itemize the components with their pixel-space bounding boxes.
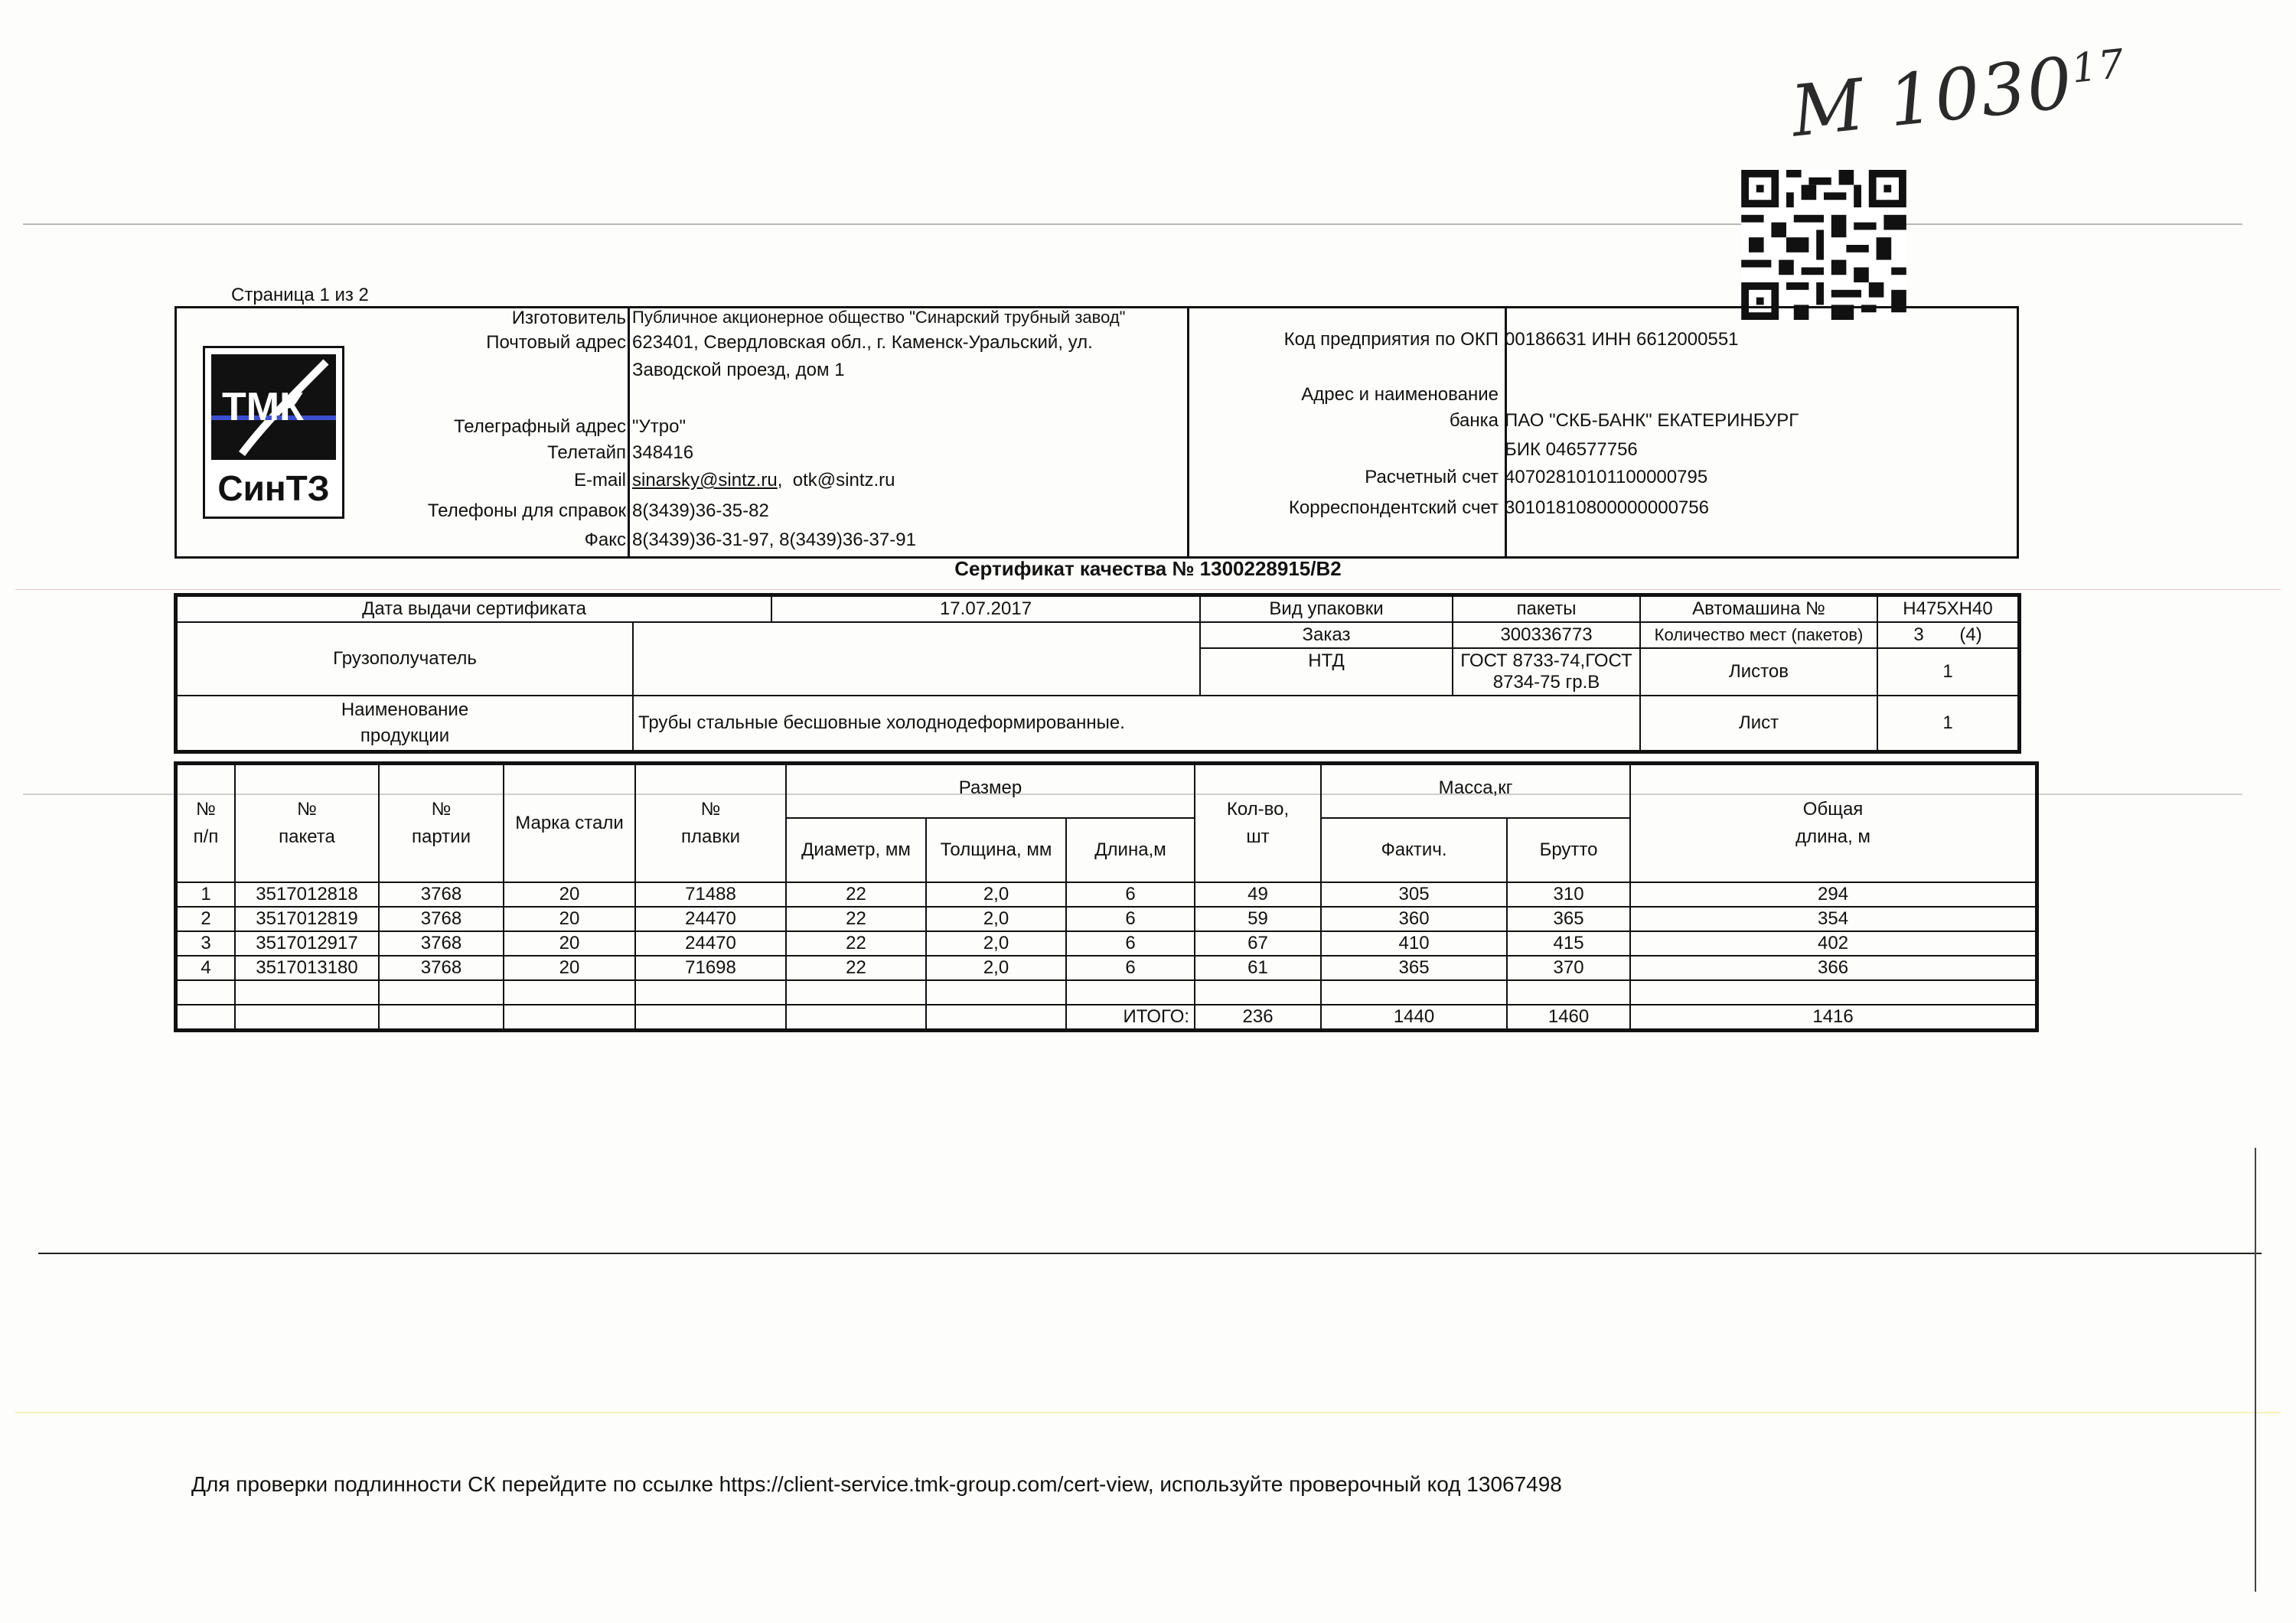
handwritten-note: М 1030$^{17}$ xyxy=(1787,41,2128,153)
label-phones: Телефоны для справок xyxy=(427,500,626,521)
cell-gross-mass: 310 xyxy=(1507,882,1630,907)
sheets-label: Листов xyxy=(1640,648,1877,696)
postal-value-line1: 623401, Свердловская обл., г. Каменск-Уральский, ул. xyxy=(632,332,1093,353)
company-logo xyxy=(203,346,344,519)
cell-quantity: 49 xyxy=(1195,882,1321,907)
table-row xyxy=(177,907,2036,931)
cell-num: 4 xyxy=(177,956,235,980)
header-batch: № партии xyxy=(379,764,504,882)
header-actual-mass: Фактич. xyxy=(1321,818,1507,882)
cell-length: 6 xyxy=(1066,882,1195,907)
consignee-value xyxy=(633,622,1200,696)
cell-total-length: 402 xyxy=(1630,931,2036,956)
truck-value: Н475ХН40 xyxy=(1877,596,2018,622)
label-email: E-mail xyxy=(573,470,626,490)
total-actual-mass: 1440 xyxy=(1321,1005,1507,1029)
cell-diameter: 22 xyxy=(786,907,926,931)
cell-batch: 3768 xyxy=(379,907,504,931)
cell-quantity: 61 xyxy=(1195,956,1321,980)
email-link-sinarsky[interactable]: sinarsky@sintz.ru xyxy=(632,470,778,490)
cell-package: 3517013180 xyxy=(235,956,379,980)
product-value: Трубы стальные бесшовные холоднодеформированные. xyxy=(633,696,1640,751)
order-value: 300336773 xyxy=(1453,622,1640,648)
cell-batch: 3768 xyxy=(379,956,504,980)
scan-artifact-line xyxy=(23,223,2242,225)
header-diameter: Диаметр, мм xyxy=(786,818,926,882)
label-fax: Факс xyxy=(584,530,626,550)
cell-package: 3517012917 xyxy=(235,931,379,956)
bank-name-value: ПАО "СКБ-БАНК" ЕКАТЕРИНБУРГ xyxy=(1505,410,1799,431)
places-value: 3 (4) xyxy=(1877,622,2018,648)
total-gross-mass: 1460 xyxy=(1507,1005,1630,1029)
order-label: Заказ xyxy=(1200,622,1453,648)
packing-label: Вид упаковки xyxy=(1200,596,1453,622)
fax-value: 8(3439)36-31-97, 8(3439)36-37-91 xyxy=(632,530,916,550)
cell-num: 1 xyxy=(177,882,235,907)
scan-artifact-line xyxy=(15,589,2281,590)
corr-account-value: 30101810800000000756 xyxy=(1505,497,1709,518)
cell-package: 3517012819 xyxy=(235,907,379,931)
label-okp: Код предприятия по ОКП xyxy=(1283,329,1499,350)
cell-melt: 71698 xyxy=(635,956,786,980)
cell-length: 6 xyxy=(1066,931,1195,956)
cell-melt: 71488 xyxy=(635,882,786,907)
cell-length: 6 xyxy=(1066,956,1195,980)
cell-thickness: 2,0 xyxy=(926,882,1066,907)
svg-text:ТМК: ТМК xyxy=(222,385,304,429)
total-quantity: 236 xyxy=(1195,1005,1321,1029)
cell-gross-mass: 370 xyxy=(1507,956,1630,980)
header-melt: № плавки xyxy=(635,764,786,882)
cell-steel: 20 xyxy=(504,907,635,931)
header-total-length: Общая длина, м xyxy=(1630,764,2036,882)
cell-quantity: 59 xyxy=(1195,907,1321,931)
total-length: 1416 xyxy=(1630,1005,2036,1029)
cell-actual-mass: 365 xyxy=(1321,956,1507,980)
label-maker: Изготовитель xyxy=(511,308,626,328)
cell-num: 3 xyxy=(177,931,235,956)
cell-thickness: 2,0 xyxy=(926,907,1066,931)
label-telegraph: Телеграфный адрес xyxy=(453,416,626,437)
table-row xyxy=(177,956,2036,980)
packing-value: пакеты xyxy=(1453,596,1640,622)
cell-batch: 3768 xyxy=(379,882,504,907)
places-label: Количество мест (пакетов) xyxy=(1640,622,1877,648)
header-mass: Масса,кг xyxy=(1321,764,1630,818)
issue-date-value: 17.07.2017 xyxy=(771,596,1200,622)
cell-total-length: 354 xyxy=(1630,907,2036,931)
certificate-info-table xyxy=(176,595,2019,751)
ntd-label: НТД xyxy=(1200,648,1453,696)
cell-total-length: 366 xyxy=(1630,956,2036,980)
label-account: Расчетный счет xyxy=(1365,467,1499,487)
email-separator: , xyxy=(777,470,783,490)
cell-total-length: 294 xyxy=(1630,882,2036,907)
issue-date-label: Дата выдачи сертификата xyxy=(177,596,771,622)
cell-melt: 24470 xyxy=(635,931,786,956)
maker-value: Публичное акционерное общество "Синарский трубный завод" xyxy=(632,308,1126,327)
product-label: Наименование продукции xyxy=(177,696,633,751)
cell-actual-mass: 360 xyxy=(1321,907,1507,931)
label-corr-account: Корреспондентский счет xyxy=(1288,497,1499,518)
cell-quantity: 67 xyxy=(1195,931,1321,956)
total-label: ИТОГО: xyxy=(1066,1005,1195,1029)
table-row-total xyxy=(177,1005,2036,1029)
cell-steel: 20 xyxy=(504,882,635,907)
certificate-title: Сертификат качества № 1300228915/B2 xyxy=(954,557,1342,580)
cell-actual-mass: 410 xyxy=(1321,931,1507,956)
cell-melt: 24470 xyxy=(635,907,786,931)
table-row xyxy=(177,931,2036,956)
cell-gross-mass: 415 xyxy=(1507,931,1630,956)
ntd-value: ГОСТ 8733-74,ГОСТ 8734-75 гр.В xyxy=(1453,648,1640,696)
divider-line xyxy=(38,1253,2262,1254)
truck-label: Автомашина № xyxy=(1640,596,1877,622)
header-steel-grade: Марка стали xyxy=(504,764,635,882)
logo-text: СинТЗ xyxy=(217,468,330,508)
account-value: 40702810101100000795 xyxy=(1505,467,1708,487)
cell-length: 6 xyxy=(1066,907,1195,931)
scan-edge xyxy=(2255,1148,2256,1592)
header-quantity: Кол-во, шт xyxy=(1195,764,1321,882)
pipes-table xyxy=(176,764,2037,1030)
page-label: Страница 1 из 2 xyxy=(231,285,369,305)
bik-value: БИК 046577756 xyxy=(1505,439,1638,460)
header-size: Размер xyxy=(786,764,1195,818)
table-row xyxy=(177,882,2036,907)
table-row-empty xyxy=(177,980,2036,1005)
cell-steel: 20 xyxy=(504,956,635,980)
teletype-value: 348416 xyxy=(632,442,694,463)
label-bank-addr-line2: банка xyxy=(1449,410,1499,431)
header-gross-mass: Брутто xyxy=(1507,818,1630,882)
sheets-value: 1 xyxy=(1877,648,2018,696)
tmk-logo-mark-icon xyxy=(211,354,336,460)
cell-batch: 3768 xyxy=(379,931,504,956)
label-postal: Почтовый адрес xyxy=(486,332,626,353)
header-package: № пакета xyxy=(235,764,379,882)
consignee-label: Грузополучатель xyxy=(177,622,633,696)
cell-diameter: 22 xyxy=(786,931,926,956)
postal-value-line2: Заводской проезд, дом 1 xyxy=(632,360,845,380)
sheet-label: Лист xyxy=(1640,696,1877,751)
cell-thickness: 2,0 xyxy=(926,956,1066,980)
sheet-value: 1 xyxy=(1877,696,2018,751)
header-length: Длина,м xyxy=(1066,818,1195,882)
cell-actual-mass: 305 xyxy=(1321,882,1507,907)
cell-steel: 20 xyxy=(504,931,635,956)
label-teletype: Телетайп xyxy=(547,442,626,463)
label-bank-addr-line1: Адрес и наименование xyxy=(1301,384,1499,405)
cell-diameter: 22 xyxy=(786,882,926,907)
header-num: № п/п xyxy=(177,764,235,882)
cell-package: 3517012818 xyxy=(235,882,379,907)
phones-value: 8(3439)36-35-82 xyxy=(632,500,769,521)
cell-gross-mass: 365 xyxy=(1507,907,1630,931)
scan-artifact-line xyxy=(15,1412,2281,1413)
cell-thickness: 2,0 xyxy=(926,931,1066,956)
cell-num: 2 xyxy=(177,907,235,931)
okp-inn-value: 00186631 ИНН 6612000551 xyxy=(1505,329,1739,350)
cell-diameter: 22 xyxy=(786,956,926,980)
header-thickness: Толщина, мм xyxy=(926,818,1066,882)
verification-footer: Для проверки подлинности СК перейдите по ссылке https://client-service.tmk-group.com/cert-view, используйте проверочный код 13067498 xyxy=(191,1472,1562,1496)
qr-code xyxy=(1741,170,1906,320)
email-otk[interactable]: otk@sintz.ru xyxy=(792,470,895,490)
email-value xyxy=(632,470,895,491)
telegraph-value: "Утро" xyxy=(632,416,686,437)
